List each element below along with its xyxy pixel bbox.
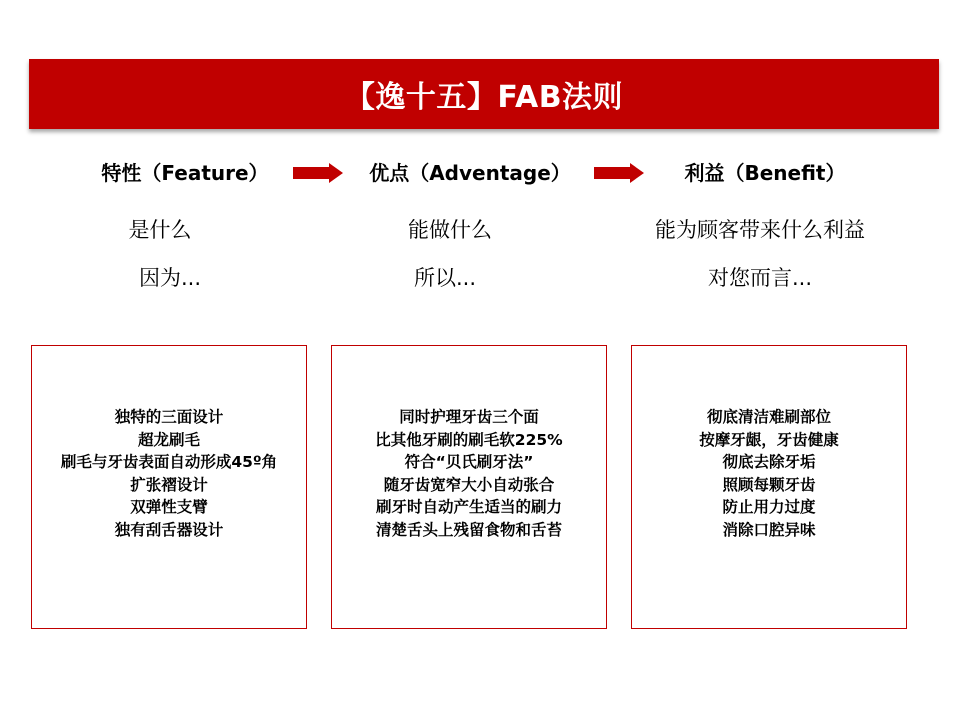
advantage-box — [331, 345, 607, 629]
heading-advantage: 优点（Adventage） — [369, 160, 571, 185]
benefit-box — [631, 345, 907, 629]
list-item: 彻底清洁难刷部位 — [706, 408, 831, 426]
right-arrow-icon — [594, 163, 644, 183]
list-item: 比其他牙刷的刷毛软225% — [375, 430, 563, 449]
list-item: 防止用力过度 — [722, 498, 816, 516]
advantage-line1: 能做什么 — [408, 218, 492, 242]
list-item: 照顾每颗牙齿 — [722, 475, 816, 494]
list-item: 双弹性支臂 — [130, 498, 208, 516]
list-item: 清楚舌头上残留食物和舌苔 — [375, 520, 562, 539]
heading-feature: 特性（Feature） — [101, 160, 269, 185]
feature-box — [31, 345, 307, 629]
list-item: 按摩牙龈，牙齿健康 — [699, 430, 839, 449]
list-item: 同时护理牙齿三个面 — [399, 408, 539, 426]
list-item: 符合“贝氏刷牙法” — [404, 453, 534, 471]
benefit-line2: 对您而言... — [707, 266, 813, 290]
list-item: 独特的三面设计 — [114, 408, 224, 426]
benefit-list — [632, 406, 906, 541]
list-item: 超龙刷毛 — [137, 430, 200, 449]
list-item: 消除口腔异味 — [722, 520, 816, 539]
list-item: 独有刮舌器设计 — [114, 520, 224, 539]
feature-line1: 是什么 — [128, 218, 192, 242]
right-arrow-icon — [293, 163, 343, 183]
list-item: 刷毛与牙齿表面自动形成45º角 — [60, 453, 278, 471]
title-banner — [29, 59, 939, 129]
list-item: 随牙齿宽窄大小自动张合 — [383, 475, 555, 494]
list-item: 刷牙时自动产生适当的刷力 — [375, 498, 562, 516]
advantage-list — [332, 406, 606, 541]
feature-list — [32, 406, 306, 541]
list-item: 彻底去除牙垢 — [722, 453, 816, 471]
page-title: 【逸十五】FAB法则 — [344, 80, 624, 115]
benefit-line1: 能为顾客带来什么利益 — [655, 218, 865, 242]
feature-line2: 因为... — [138, 266, 202, 290]
advantage-line2: 所以... — [413, 266, 477, 290]
heading-benefit: 利益（Benefit） — [684, 160, 846, 185]
list-item: 扩张褶设计 — [130, 475, 208, 494]
